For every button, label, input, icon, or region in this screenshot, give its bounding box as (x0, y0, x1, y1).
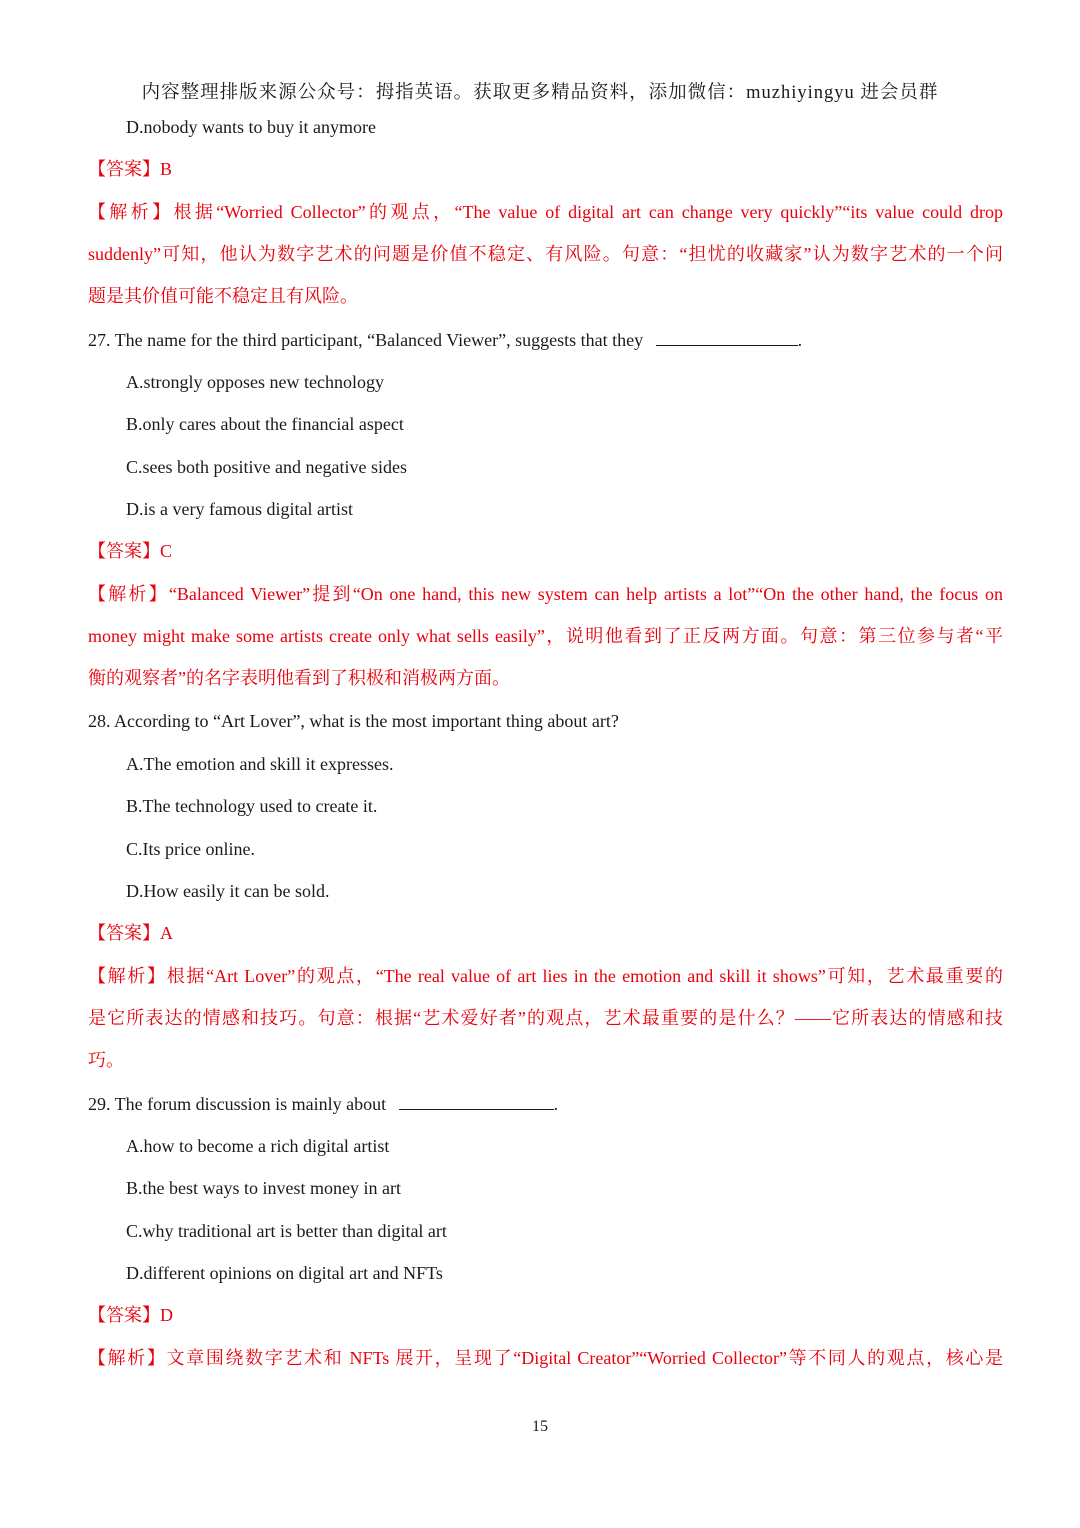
q28-option-a: A.The emotion and skill it expresses. (126, 754, 394, 774)
q28-analysis-line3: 巧。 (88, 1050, 124, 1070)
q27-analysis-line2: money might make some artists create only what sells easily”，说明他看到了正反两方面。句意：第三位参与者“平 (88, 626, 1003, 646)
q27-stem-line (88, 327, 1003, 352)
q26-analysis-line3: 题是其价值可能不稳定且有风险。 (88, 286, 358, 306)
page-number: 15 (532, 1418, 548, 1435)
q28-stem: 28. According to “Art Lover”, what is the most important thing about art? (88, 711, 619, 731)
q26-answer: 【答案】B (88, 159, 173, 179)
q29-stem-line (88, 1091, 1003, 1116)
q28-analysis-line2: 是它所表达的情感和技巧。句意：根据“艺术爱好者”的观点，艺术最重要的是什么？——它所表达的情感和技 (88, 1008, 1003, 1028)
q27-answer-blank (656, 327, 798, 346)
q26-option-d: D.nobody wants to buy it anymore (126, 117, 376, 137)
page-header: 内容整理排版来源公众号：拇指英语。获取更多精品资料，添加微信：muzhiyingyu 进会员群 (141, 83, 939, 103)
q29-stem: 29. The forum discussion is mainly about (88, 1094, 387, 1114)
q27-stem: 27. The name for the third participant, “Balanced Viewer”, suggests that they (88, 330, 644, 350)
q28-answer: 【答案】A (88, 923, 173, 943)
q29-option-a: A.how to become a rich digital artist (126, 1136, 390, 1156)
q27-stem-end: . (797, 330, 803, 350)
q29-option-b: B.the best ways to invest money in art (126, 1178, 401, 1198)
q27-option-d: D.is a very famous digital artist (126, 499, 353, 519)
q27-option-c: C.sees both positive and negative sides (126, 457, 407, 477)
q27-analysis-line3: 衡的观察者”的名字表明他看到了积极和消极两方面。 (88, 668, 510, 688)
q29-answer: 【答案】D (88, 1305, 173, 1325)
q26-analysis-line1: 【解析】根据“Worried Collector”的观点，“The value of digital art can change very quickly”“its value could drop (88, 202, 1003, 222)
q27-analysis-line1: 【解析】“Balanced Viewer”提到“On one hand, this new system can help artists a lot”“On the other hand, the focus on (88, 584, 1003, 604)
q28-option-b: B.The technology used to create it. (126, 796, 378, 816)
q29-option-d: D.different opinions on digital art and NFTs (126, 1263, 443, 1283)
q26-analysis-line2: suddenly”可知，他认为数字艺术的问题是价值不稳定、有风险。句意：“担忧的收藏家”认为数字艺术的一个问 (88, 244, 1003, 264)
q29-analysis-line1: 【解析】文章围绕数字艺术和 NFTs 展开，呈现了“Digital Creator”“Worried Collector”等不同人的观点，核心是 (88, 1348, 1003, 1368)
q27-option-b: B.only cares about the financial aspect (126, 414, 404, 434)
q29-stem-end: . (553, 1094, 559, 1114)
q27-option-a: A.strongly opposes new technology (126, 372, 384, 392)
q29-option-c: C.why traditional art is better than digital art (126, 1221, 447, 1241)
q28-analysis-line1: 【解析】根据“Art Lover”的观点，“The real value of art lies in the emotion and skill it shows”可知，艺术最重要的 (88, 966, 1003, 986)
q28-option-d: D.How easily it can be sold. (126, 881, 330, 901)
q27-answer: 【答案】C (88, 541, 173, 561)
q29-answer-blank (399, 1091, 554, 1110)
q28-option-c: C.Its price online. (126, 839, 255, 859)
